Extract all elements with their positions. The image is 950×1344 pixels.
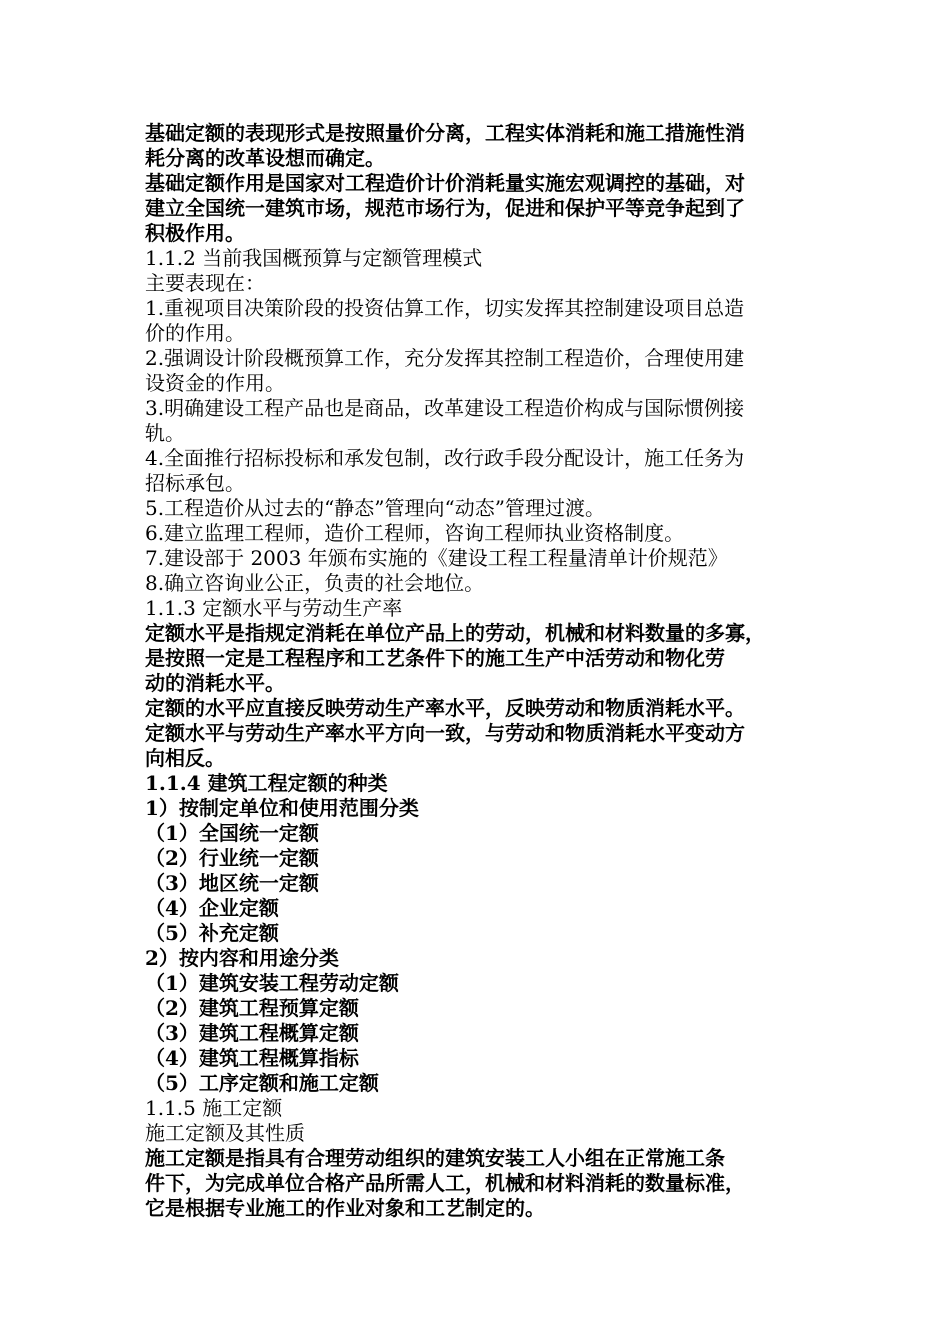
text-line: （5）工序定额和施工定额: [145, 1071, 379, 1095]
text-line: 1.重视项目决策阶段的投资估算工作，切实发挥其控制建设项目总造: [145, 296, 745, 320]
text-line: 1.1.5 施工定额: [145, 1096, 283, 1120]
text-line: 件下，为完成单位合格产品所需人工，机械和材料消耗的数量标准，: [145, 1171, 745, 1195]
text-line: 2）按内容和用途分类: [145, 946, 339, 970]
text-line: 积极作用。: [145, 221, 245, 245]
text-line: （4）企业定额: [145, 896, 279, 920]
text-line: 1）按制定单位和使用范围分类: [145, 796, 419, 820]
text-line: （4）建筑工程概算指标: [145, 1046, 359, 1070]
text-line: （1）全国统一定额: [145, 821, 319, 845]
text-line: （3）地区统一定额: [145, 871, 319, 895]
text-line: 主要表现在：: [145, 271, 265, 295]
text-line: 施工定额及其性质: [145, 1121, 305, 1145]
document-page: [145, 121, 815, 1221]
text-line: 定额的水平应直接反映劳动生产率水平，反映劳动和物质消耗水平。: [145, 696, 745, 720]
text-line: 定额水平是指规定消耗在单位产品上的劳动，机械和材料数量的多寡，: [145, 621, 765, 645]
text-line: 8.确立咨询业公正，负责的社会地位。: [145, 571, 485, 595]
text-line: 招标承包。: [145, 471, 245, 495]
text-line: 定额水平与劳动生产率水平方向一致，与劳动和物质消耗水平变动方: [145, 721, 745, 745]
text-line: 设资金的作用。: [145, 371, 285, 395]
text-line: （3）建筑工程概算定额: [145, 1021, 359, 1045]
text-line: 耗分离的改革设想而确定。: [145, 146, 385, 170]
text-line: 3.明确建设工程产品也是商品，改革建设工程造价构成与国际惯例接: [145, 396, 745, 420]
text-line: 1.1.4 建筑工程定额的种类: [145, 771, 388, 795]
text-line: 施工定额是指具有合理劳动组织的建筑安装工人小组在正常施工条: [145, 1146, 725, 1170]
text-line: （1）建筑安装工程劳动定额: [145, 971, 399, 995]
text-line: 建立全国统一建筑市场，规范市场行为，促进和保护平等竞争起到了: [145, 196, 745, 220]
text-line: 它是根据专业施工的作业对象和工艺制定的。: [145, 1196, 545, 1220]
text-line: 基础定额作用是国家对工程造价计价消耗量实施宏观调控的基础，对: [145, 171, 745, 195]
text-line: （5）补充定额: [145, 921, 279, 945]
text-line: 7.建设部于 2003 年颁布实施的《建设工程工程量清单计价规范》: [145, 546, 728, 570]
text-line: 1.1.2 当前我国概预算与定额管理模式: [145, 246, 483, 270]
text-line: 基础定额的表现形式是按照量价分离，工程实体消耗和施工措施性消: [145, 121, 745, 145]
text-line: 动的消耗水平。: [145, 671, 285, 695]
text-line: 4.全面推行招标投标和承发包制，改行政手段分配设计，施工任务为: [145, 446, 745, 470]
text-line: 向相反。: [145, 746, 225, 770]
text-line: 价的作用。: [145, 321, 245, 345]
text-line: 5.工程造价从过去的“静态”管理向“动态”管理过渡。: [145, 496, 605, 520]
text-line: 6.建立监理工程师，造价工程师，咨询工程师执业资格制度。: [145, 521, 685, 545]
text-line: 是按照一定是工程程序和工艺条件下的施工生产中活劳动和物化劳: [145, 646, 725, 670]
text-line: 1.1.3 定额水平与劳动生产率: [145, 596, 403, 620]
text-line: （2）行业统一定额: [145, 846, 319, 870]
text-line: 2.强调设计阶段概预算工作，充分发挥其控制工程造价，合理使用建: [145, 346, 745, 370]
text-line: 轨。: [145, 421, 185, 445]
text-line: （2）建筑工程预算定额: [145, 996, 359, 1020]
